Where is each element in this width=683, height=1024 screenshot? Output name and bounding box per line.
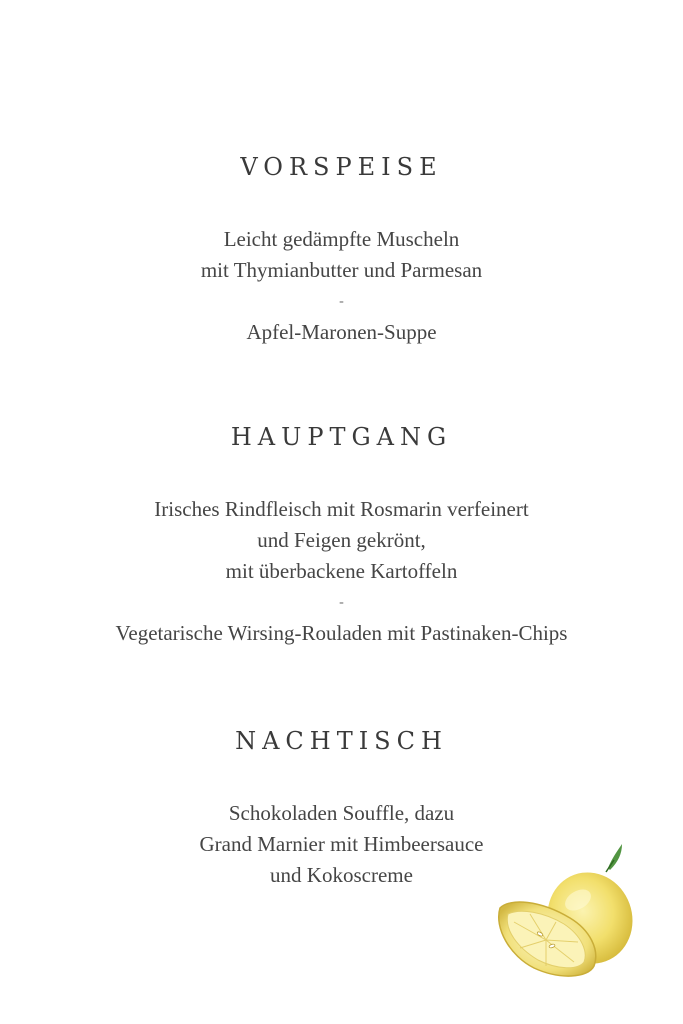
section-hauptgang [0, 420, 683, 649]
menu-item-line: Vegetarische Wirsing-Rouladen mit Pastinaken-Chips [115, 621, 568, 645]
menu-item-line: mit Thymianbutter und Parmesan [200, 258, 483, 282]
menu-separator: - [339, 595, 344, 610]
menu-item-line: Schokoladen Souffle, dazu [228, 801, 455, 825]
vorspeise-items [0, 224, 683, 348]
menu-item-line: Apfel-Maronen-Suppe [246, 320, 437, 344]
menu-item-line: und Feigen gekrönt, [257, 528, 426, 552]
menu-item-line: Grand Marnier mit Himbeersauce [199, 832, 484, 856]
menu-item-line: mit überbackene Kartoffeln [225, 559, 458, 583]
section-title-hauptgang: HAUPTGANG [230, 423, 453, 451]
hauptgang-items [0, 494, 683, 649]
lemon-icon [490, 838, 640, 988]
section-vorspeise [0, 150, 683, 348]
section-title-nachtisch: NACHTISCH [235, 727, 448, 755]
menu-item-line: und Kokoscreme [270, 863, 413, 887]
section-title-vorspeise: VORSPEISE [240, 153, 443, 181]
menu-item-line: Leicht gedämpfte Muscheln [223, 227, 460, 251]
menu-item-line: Irisches Rindfleisch mit Rosmarin verfeinert [154, 497, 529, 521]
menu-separator: - [339, 294, 344, 309]
